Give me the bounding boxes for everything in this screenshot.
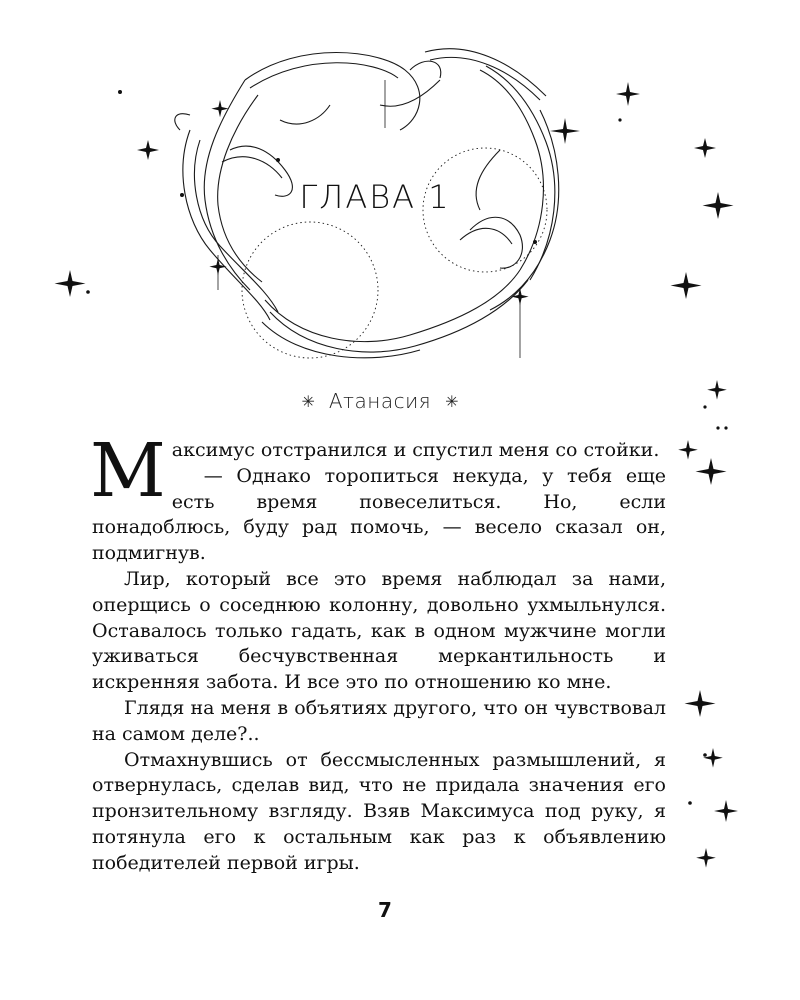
paragraph: Отмахнувшись от бессмысленных размышлений, я отвернулась, сделав вид, что не придала значения его пронзительному взгляду. Взяв Максимуса под руку, я потянула его к остальным как раз к объявлению победителей первой игры. (92, 748, 666, 874)
star-icon: ✳ (301, 391, 315, 411)
pov-character-name: Атанасия (328, 389, 432, 413)
paragraph: Глядя на меня в объятиях другого, что он чувствовал на самом деле?.. (92, 696, 666, 745)
pov-heading (260, 386, 500, 416)
chapter-title: ГЛАВА 1 (299, 178, 451, 216)
star-icon: ✳ (445, 391, 459, 411)
paragraph (90, 428, 666, 514)
page-number: 7 (378, 898, 392, 922)
paragraph-text: аксимус отстранился и спустил меня со стойки. (171, 439, 660, 461)
drop-cap: М (90, 428, 166, 514)
paragraph: Лир, который все это время наблюдал за нами, оперщись о соседнюю колонну, довольно ухмыльнулся. Оставалось только гадать, как в одном мужчине могли уживаться бесчувственная меркантильность и искренняя забота. И все это по отношению ко мне. (92, 567, 666, 694)
paragraph: — Однако торопиться некуда, у тебя еще есть время повеселиться. Но, если понадоблюсь, буду рад помочь, — весело сказал он, подмигнув. (92, 464, 666, 565)
chapter-body (90, 428, 666, 877)
